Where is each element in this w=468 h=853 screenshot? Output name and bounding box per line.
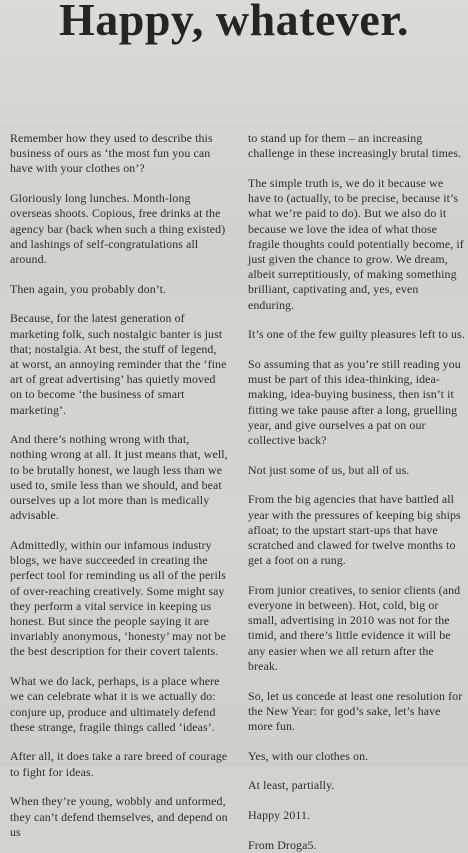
- paragraph: Remember how they used to describe this business of ours as ‘the most fun you can have with your clothes on’?: [10, 131, 213, 176]
- paragraph: The simple truth is, we do it because we have to (actually, to be precise, because it’s what we’re paid to do). But we also do it because we love the idea of what those fragile thoughts could potentially become, if just given the chance to grow. We dream, albeit surreptitiously, of making something brilliant, captivating and, yes, even enduring.: [248, 175, 464, 312]
- left-column: [10, 131, 228, 840]
- paragraph: Gloriously long lunches. Month-long overseas shoots. Copious, free drinks at the agency bar (back when such a thing existed) and lashings of self-congratulations all around.: [10, 191, 226, 266]
- paragraph: So, let us concede at least one resolution for the New Year: for god’s sake, let’s have more fun.: [248, 688, 463, 733]
- paragraph: It’s one of the few guilty pleasures left to us.: [248, 327, 465, 342]
- paragraph: Then again, you probably don’t.: [10, 281, 167, 296]
- paragraph: From junior creatives, to senior clients (and everyone in between). Hot, cold, big or small, advertising in 2010 was not for the timid, and there’s little evidence it will be any easier when we all return after the break.: [248, 582, 461, 673]
- paragraph: Happy 2011.: [248, 808, 311, 823]
- paragraph: What we do lack, perhaps, is a place where we can celebrate what it is we actually do: conjure up, produce and ultimately defend these strange, fragile things called ‘ideas’.: [10, 674, 220, 734]
- signature: From Droga5.: [248, 837, 317, 852]
- paragraph: to stand up for them – an increasing challenge in these increasingly brutal times.: [248, 131, 462, 161]
- paragraph: Not just some of us, but all of us.: [248, 462, 410, 477]
- paragraph: After all, it does take a rare breed of courage to fight for ideas.: [10, 749, 228, 779]
- paragraph: And there’s nothing wrong with that, nothing wrong at all. It just means that, well, to be brutally honest, we laugh less than we used to, smile less than we should, and beat ourselves up a lot more than is medically advisable.: [10, 432, 228, 523]
- headline: Happy, whatever.: [58, 0, 410, 45]
- paragraph: Because, for the latest generation of marketing folk, such nostalgic banter is just that; nostalgia. At best, the stuff of legend, at worst, an annoying reminder that the ‘fine art of great advertising’ has quietly moved on to become ‘the business of smart marketing’.: [10, 311, 227, 417]
- paragraph: So assuming that as you’re still reading you must be part of this idea-thinking, idea-making, idea-buying business, then isn’t it fitting we take pause after a long, gruelling year, and give ourselves a pat on our collective back?: [248, 356, 461, 447]
- paragraph: At least, partially.: [248, 778, 335, 793]
- paragraph: Admittedly, within our infamous industry blogs, we have succeeded in creating the perfect tool for reminding us all of the perils of over-reaching creatively. Some might say they perform a vital service in keeping us honest. But since the people saying it are invariably anonymous, ‘honesty’ may not be the best description for their covert talents.: [10, 537, 227, 659]
- paragraph: Yes, with our clothes on.: [248, 748, 369, 763]
- right-column: [248, 131, 466, 853]
- paragraph: From the big agencies that have battled all year with the pressures of keeping big ships afloat; to the upstart start-ups that have scratched and clawed for twelve months to get a foot on a rung.: [248, 492, 461, 568]
- paragraph: When they’re young, wobbly and unformed, they can’t defend themselves, and depend on us: [10, 794, 228, 839]
